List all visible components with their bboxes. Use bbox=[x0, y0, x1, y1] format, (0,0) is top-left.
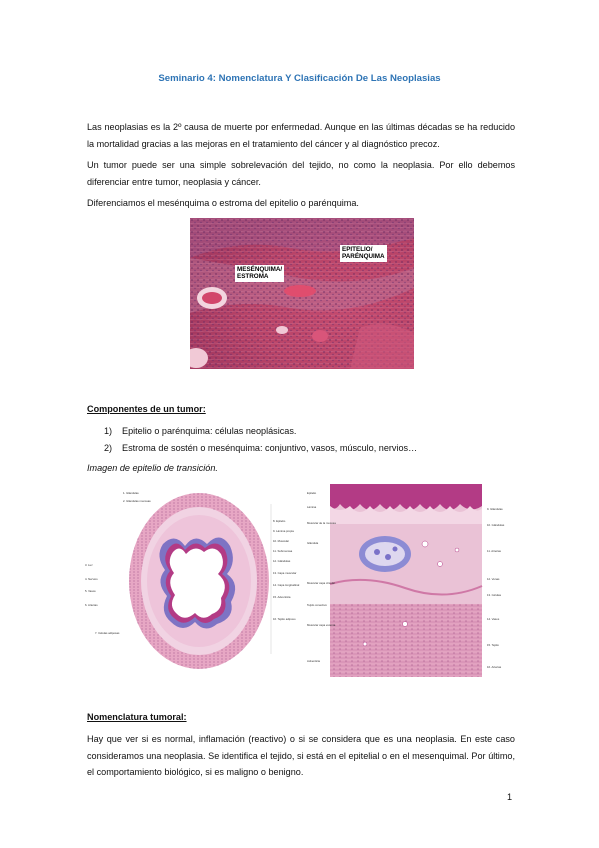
label-epithelium bbox=[340, 245, 387, 262]
fig2-label: 13. Células bbox=[487, 593, 501, 597]
fig2-label: 6. Arterias bbox=[85, 603, 98, 607]
fig2-label: 13. Capa muscular bbox=[273, 571, 297, 575]
fig2-label: 4. Nervios bbox=[85, 577, 98, 581]
intro-paragraph-1: Las neoplasias es la 2º causa de muerte por enfermedad. Aunque en las últimas décadas se ha reducido la mortalidad gracias a las mejoras en el tratamiento del cáncer y al diagnóstico precoz. bbox=[87, 122, 515, 149]
list-text: Estroma de sostén o mesénquima: conjuntivo, vasos, músculo, nervios… bbox=[122, 442, 418, 453]
fig2-label: 9. Lámina propia bbox=[273, 529, 294, 533]
fig2-label: 16. Tejido adiposo bbox=[273, 617, 296, 621]
list-number: 2) bbox=[104, 442, 113, 453]
components-heading: Componentes de un tumor: bbox=[87, 404, 206, 414]
fig2-label: 14. Capa longitudinal bbox=[273, 583, 300, 587]
label-epithelium-line2: PARÉNQUIMA bbox=[342, 253, 385, 261]
page-number: 1 bbox=[507, 792, 513, 802]
fig2-label: 16. Arterias bbox=[487, 665, 502, 669]
fig2-label: 9. Glándulas bbox=[487, 507, 503, 511]
figure-caption: Imagen de epitelio de transición. bbox=[87, 463, 218, 473]
esophagus-histology-figure bbox=[85, 484, 515, 677]
nomenclature-heading: Nomenclatura tumoral: bbox=[87, 712, 187, 722]
fig2-label: 12. Glándulas bbox=[273, 559, 291, 563]
label-stroma-line2: ESTROMA bbox=[237, 273, 269, 281]
fig2-label: Tejido conectivo bbox=[307, 603, 327, 607]
label-stroma-line1: MESÉNQUIMA/ bbox=[237, 266, 283, 273]
list-text: Epitelio o parénquima: células neoplásicas. bbox=[122, 426, 297, 436]
fig2-label: Adventicia bbox=[307, 659, 320, 663]
fig2-label: 5. Vasos bbox=[85, 589, 96, 593]
fig2-label: 1. Glándulas bbox=[123, 491, 139, 495]
list-item bbox=[104, 440, 417, 457]
label-epithelium-line1: EPITELIO/ bbox=[342, 246, 373, 253]
list-number: 1) bbox=[104, 426, 113, 436]
components-list bbox=[104, 423, 417, 456]
list-item bbox=[104, 423, 417, 440]
nomenclature-text: Hay que ver si es normal, inflamación (reactivo) o si se considera que es una neoplasia. En este caso consideramos una neoplasia. Se identifica el tejido, si está en el epitelial o en el mesenquimal. Por último, el comportamiento biológico, si es maligno o benigno. bbox=[87, 734, 515, 777]
fig2-label: Lámina bbox=[307, 505, 317, 509]
fig2-label: Muscular capa circular bbox=[307, 581, 335, 585]
fig2-label: 15. Adventicia bbox=[273, 595, 291, 599]
intro-paragraph-2: Un tumor puede ser una simple sobrelevación del tejido, no como la neoplasia. Por ello debemos diferenciar entre tumor, neoplasia y cáncer. bbox=[87, 160, 515, 187]
fig2-label: 15. Tejido bbox=[487, 643, 499, 647]
fig2-label: 11. Arterias bbox=[487, 549, 501, 553]
fig2-label: Muscular de la mucosa bbox=[307, 521, 336, 525]
fig2-label: Muscular capa externa bbox=[307, 623, 336, 627]
fig2-label: 12. Venas bbox=[487, 577, 500, 581]
fig2-label: 7. Células adiposas bbox=[95, 631, 120, 635]
fig2-label: 14. Vasos bbox=[487, 617, 500, 621]
fig2-label: 3. Luz bbox=[85, 563, 93, 567]
intro-paragraph-3: Diferenciamos el mesénquima o estroma del epitelio o parénquima. bbox=[87, 198, 359, 208]
label-stroma bbox=[235, 265, 284, 282]
fig2-label: 10. Muscular bbox=[273, 539, 290, 543]
page-title: Seminario 4: Nomenclatura Y Clasificación De Las Neoplasias bbox=[158, 73, 441, 84]
tumor-micrograph bbox=[190, 218, 414, 369]
fig2-label: Epitelio bbox=[307, 491, 317, 495]
micrograph-image bbox=[190, 218, 414, 369]
intro-text bbox=[87, 119, 515, 212]
histology-image bbox=[85, 484, 515, 677]
fig2-label: 8. Epitelio bbox=[273, 519, 286, 523]
fig2-label: 10. Glándulas bbox=[487, 523, 505, 527]
fig2-label: 2. Glándulas mucosas bbox=[123, 499, 151, 503]
fig2-label: Glándula bbox=[307, 541, 319, 545]
fig2-label: 11. Submucosa bbox=[273, 549, 293, 553]
